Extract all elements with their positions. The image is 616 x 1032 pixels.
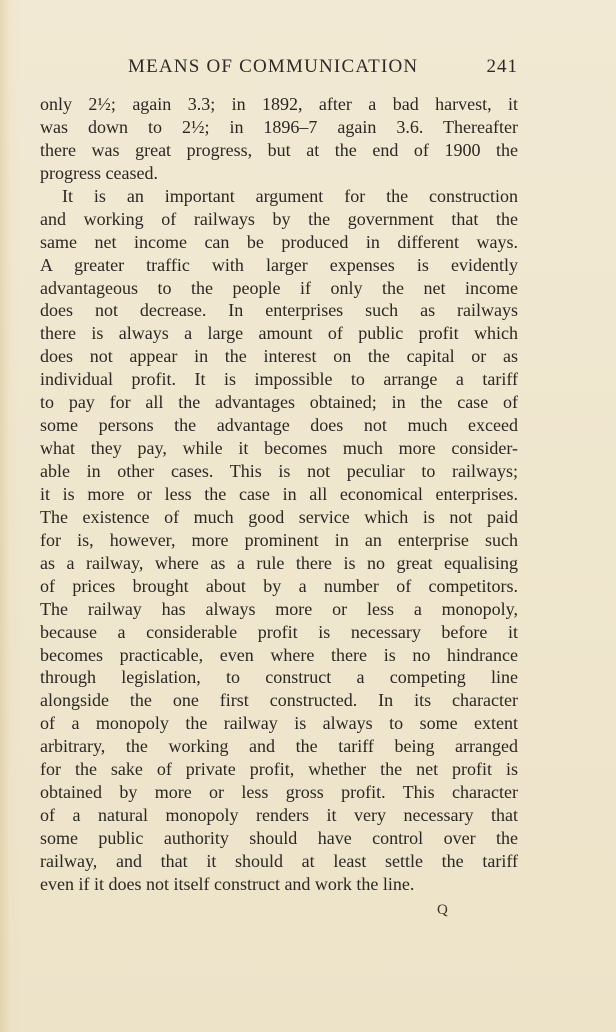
text-line: of a natural monopoly renders it very necessary that [40,805,518,826]
text-line: of prices brought about by a number of competitors. [40,575,518,596]
running-head [40,56,518,80]
text-line: there is always a large amount of public profit which [40,323,518,344]
text-line: able in other cases. This is not peculiar to railways; [40,461,518,481]
text-line: individual profit. It is impossible to arrange a tariff [40,369,518,390]
text-line: what they pay, while it becomes much more consider- [40,438,518,459]
text-line: alongside the one first constructed. In its character [40,690,518,711]
text-line: becomes practicable, even where there is no hindrance [40,644,518,665]
text-line: even if it does not itself construct and work the line. [40,873,415,894]
text-line: to pay for all the advantages obtained; in the case of [40,392,518,413]
text-line: A greater traffic with larger expenses is evidently [40,254,518,275]
text-line: for the sake of private profit, whether the net profit is [40,759,518,780]
running-head-title: MEANS OF COMMUNICATION [128,56,419,77]
text-line: it is more or less the case in all economical enterprises. [40,483,518,504]
text-line: railway, and that it should at least settle the tariff [40,850,518,871]
text-line: advantageous to the people if only the net income [40,277,518,298]
text-line: some public authority should have control over the [40,828,518,848]
text-line: The existence of much good service which is not paid [40,506,518,527]
text-line: same net income can be produced in different ways. [40,231,518,252]
text-line: arbitrary, the working and the tariff being arranged [40,736,518,757]
body-text [40,93,518,896]
text-line: because a considerable profit is necessary before it [40,621,518,642]
text-line: only 2½; again 3.3; in 1892, after a bad harvest, it [40,94,518,114]
text-line: The railway has always more or less a monopoly, [40,598,518,619]
signature-mark: Q [437,902,448,918]
text-line: It is an important argument for the construction [62,185,518,206]
text-line: there was great progress, but at the end of 1900 the [40,139,518,160]
text-line: as a railway, where as a rule there is no great equalising [40,552,518,573]
text-line: was down to 2½; in 1896–7 again 3.6. Thereafter [40,116,518,137]
text-line: through legislation, to construct a competing line [40,667,518,688]
text-line: and working of railways by the government that the [40,208,518,229]
text-line: some persons the advantage does not much exceed [40,415,518,436]
text-line: obtained by more or less gross profit. This character [40,782,518,803]
text-line: progress ceased. [40,162,158,183]
text-line: of a monopoly the railway is always to some extent [40,713,518,734]
text-line: does not decrease. In enterprises such as railways [40,300,518,321]
page-number: 241 [486,56,518,77]
text-line: does not appear in the interest on the capital or as [40,346,518,367]
text-line: for is, however, more prominent in an enterprise such [40,529,518,550]
